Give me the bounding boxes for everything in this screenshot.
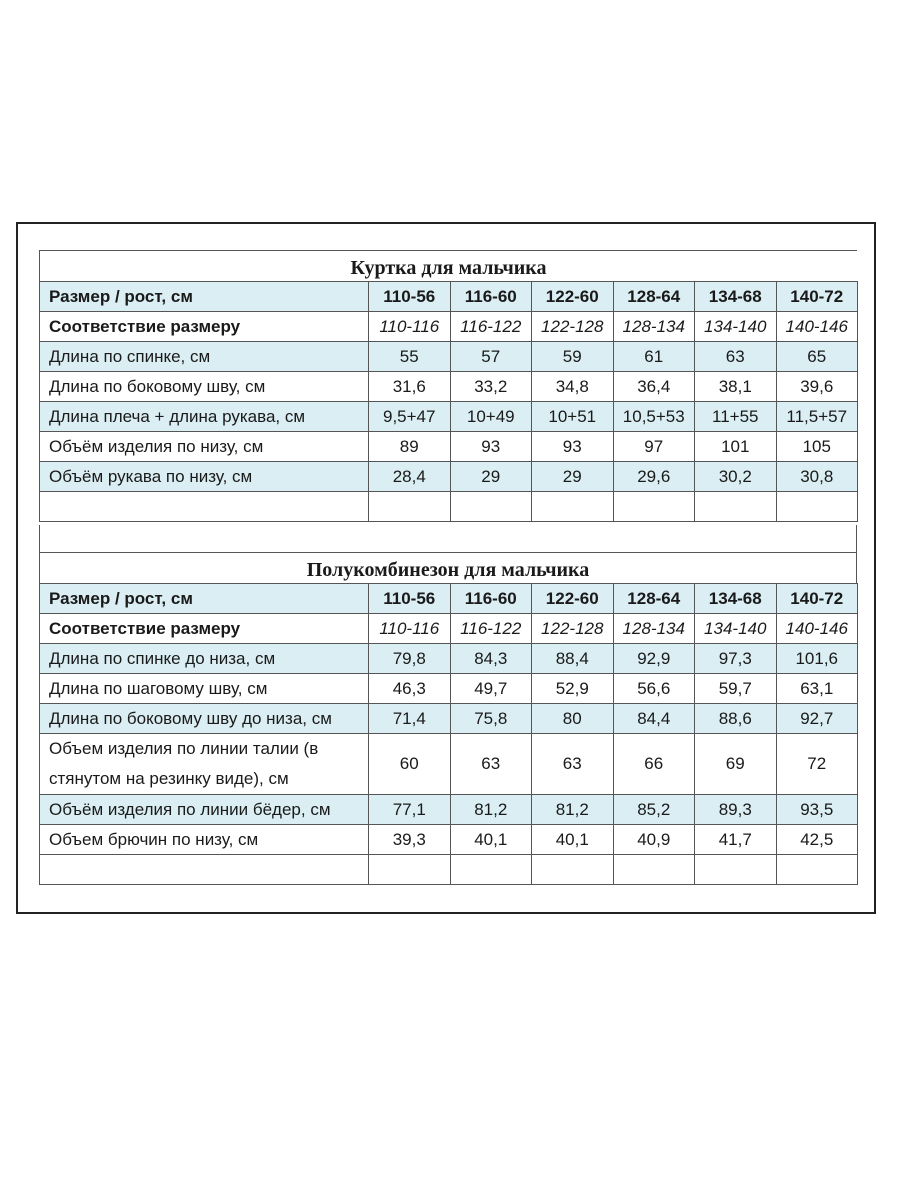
size-header: 116-60 — [450, 282, 532, 312]
empty-cell — [532, 855, 614, 885]
cell-value: 92,7 — [776, 704, 858, 734]
cell-value: 31,6 — [369, 372, 451, 402]
cell-value: 65 — [776, 342, 858, 372]
table-row — [40, 795, 858, 825]
cell-value: 81,2 — [450, 795, 532, 825]
table-row — [40, 674, 858, 704]
table-header-row — [40, 282, 858, 312]
cell-value: 116-122 — [450, 312, 532, 342]
empty-cell — [695, 855, 777, 885]
row-label: Соответствие размеру — [40, 614, 369, 644]
size-header: 128-64 — [613, 584, 695, 614]
size-header: 140-72 — [776, 282, 858, 312]
cell-value: 40,1 — [450, 825, 532, 855]
header-label: Размер / рост, см — [40, 584, 369, 614]
cell-value: 81,2 — [532, 795, 614, 825]
table-row — [40, 432, 858, 462]
cell-value: 79,8 — [369, 644, 451, 674]
cell-value: 88,4 — [532, 644, 614, 674]
table-row — [40, 372, 858, 402]
cell-value: 110-116 — [369, 312, 451, 342]
cell-value: 93 — [532, 432, 614, 462]
size-header: 134-68 — [695, 584, 777, 614]
cell-value: 61 — [613, 342, 695, 372]
cell-value: 122-128 — [532, 312, 614, 342]
overalls-table-title: Полукомбинезон для мальчика — [39, 552, 857, 583]
cell-value: 38,1 — [695, 372, 777, 402]
empty-cell — [40, 492, 369, 522]
cell-value: 128-134 — [613, 614, 695, 644]
cell-value: 59 — [532, 342, 614, 372]
empty-cell — [450, 492, 532, 522]
table-row — [40, 312, 858, 342]
empty-cell — [776, 855, 858, 885]
row-label: Длина по спинке до низа, см — [40, 644, 369, 674]
table-row — [40, 734, 858, 795]
size-header: 110-56 — [369, 584, 451, 614]
cell-value: 66 — [613, 734, 695, 795]
size-header: 116-60 — [450, 584, 532, 614]
table-row — [40, 704, 858, 734]
cell-value: 10+49 — [450, 402, 532, 432]
cell-value: 84,3 — [450, 644, 532, 674]
overalls-size-table — [39, 552, 857, 885]
cell-value: 30,2 — [695, 462, 777, 492]
cell-value: 10,5+53 — [613, 402, 695, 432]
cell-value: 40,1 — [532, 825, 614, 855]
cell-value: 28,4 — [369, 462, 451, 492]
size-header: 122-60 — [532, 584, 614, 614]
cell-value: 33,2 — [450, 372, 532, 402]
cell-value: 59,7 — [695, 674, 777, 704]
table-row — [40, 825, 858, 855]
table-row — [40, 342, 858, 372]
empty-cell — [369, 855, 451, 885]
jacket-table-title: Куртка для мальчика — [39, 250, 857, 281]
cell-value: 85,2 — [613, 795, 695, 825]
table-row — [40, 644, 858, 674]
size-header: 128-64 — [613, 282, 695, 312]
cell-value: 97,3 — [695, 644, 777, 674]
cell-value: 11,5+57 — [776, 402, 858, 432]
cell-value: 46,3 — [369, 674, 451, 704]
cell-value: 89 — [369, 432, 451, 462]
cell-value: 29 — [450, 462, 532, 492]
row-label: Длина по боковому шву до низа, см — [40, 704, 369, 734]
size-header: 122-60 — [532, 282, 614, 312]
row-label: Длина по шаговому шву, см — [40, 674, 369, 704]
table-row — [40, 614, 858, 644]
cell-value: 60 — [369, 734, 451, 795]
cell-value: 63 — [450, 734, 532, 795]
empty-cell — [695, 492, 777, 522]
empty-cell — [613, 492, 695, 522]
cell-value: 63,1 — [776, 674, 858, 704]
empty-cell — [40, 855, 369, 885]
cell-value: 49,7 — [450, 674, 532, 704]
cell-value: 63 — [532, 734, 614, 795]
empty-row — [40, 855, 858, 885]
cell-value: 97 — [613, 432, 695, 462]
size-header: 140-72 — [776, 584, 858, 614]
row-label: Объём изделия по низу, см — [40, 432, 369, 462]
cell-value: 39,6 — [776, 372, 858, 402]
table-row — [40, 462, 858, 492]
cell-value: 9,5+47 — [369, 402, 451, 432]
cell-value: 29,6 — [613, 462, 695, 492]
cell-value: 39,3 — [369, 825, 451, 855]
cell-value: 122-128 — [532, 614, 614, 644]
cell-value: 93,5 — [776, 795, 858, 825]
table-row — [40, 402, 858, 432]
cell-value: 89,3 — [695, 795, 777, 825]
cell-value: 11+55 — [695, 402, 777, 432]
size-header: 134-68 — [695, 282, 777, 312]
cell-value: 88,6 — [695, 704, 777, 734]
row-label: Длина плеча + длина рукава, см — [40, 402, 369, 432]
empty-cell — [532, 492, 614, 522]
cell-value: 80 — [532, 704, 614, 734]
cell-value: 140-146 — [776, 614, 858, 644]
cell-value: 128-134 — [613, 312, 695, 342]
cell-value: 71,4 — [369, 704, 451, 734]
row-label: Соответствие размеру — [40, 312, 369, 342]
cell-value: 140-146 — [776, 312, 858, 342]
cell-value: 41,7 — [695, 825, 777, 855]
cell-value: 134-140 — [695, 312, 777, 342]
cell-value: 57 — [450, 342, 532, 372]
cell-value: 84,4 — [613, 704, 695, 734]
row-label: Объем брючин по низу, см — [40, 825, 369, 855]
cell-value: 72 — [776, 734, 858, 795]
empty-row — [40, 492, 858, 522]
cell-value: 42,5 — [776, 825, 858, 855]
cell-value: 116-122 — [450, 614, 532, 644]
cell-value: 134-140 — [695, 614, 777, 644]
empty-cell — [450, 855, 532, 885]
row-label: Объём изделия по линии бёдер, см — [40, 795, 369, 825]
cell-value: 77,1 — [369, 795, 451, 825]
cell-value: 52,9 — [532, 674, 614, 704]
row-label: Объём рукава по низу, см — [40, 462, 369, 492]
row-label: Длина по спинке, см — [40, 342, 369, 372]
cell-value: 63 — [695, 342, 777, 372]
empty-cell — [613, 855, 695, 885]
jacket-size-table — [39, 250, 857, 522]
row-label: Объем изделия по линии талии (в стянутом на резинку виде), см — [40, 734, 369, 795]
cell-value: 34,8 — [532, 372, 614, 402]
cell-value: 55 — [369, 342, 451, 372]
size-header: 110-56 — [369, 282, 451, 312]
cell-value: 10+51 — [532, 402, 614, 432]
cell-value: 69 — [695, 734, 777, 795]
cell-value: 30,8 — [776, 462, 858, 492]
cell-value: 110-116 — [369, 614, 451, 644]
cell-value: 29 — [532, 462, 614, 492]
cell-value: 93 — [450, 432, 532, 462]
header-label: Размер / рост, см — [40, 282, 369, 312]
table-header-row — [40, 584, 858, 614]
cell-value: 105 — [776, 432, 858, 462]
cell-value: 56,6 — [613, 674, 695, 704]
cell-value: 36,4 — [613, 372, 695, 402]
cell-value: 101 — [695, 432, 777, 462]
cell-value: 92,9 — [613, 644, 695, 674]
cell-value: 40,9 — [613, 825, 695, 855]
empty-cell — [369, 492, 451, 522]
row-label: Длина по боковому шву, см — [40, 372, 369, 402]
cell-value: 101,6 — [776, 644, 858, 674]
cell-value: 75,8 — [450, 704, 532, 734]
empty-cell — [776, 492, 858, 522]
spacer-row — [39, 525, 857, 552]
